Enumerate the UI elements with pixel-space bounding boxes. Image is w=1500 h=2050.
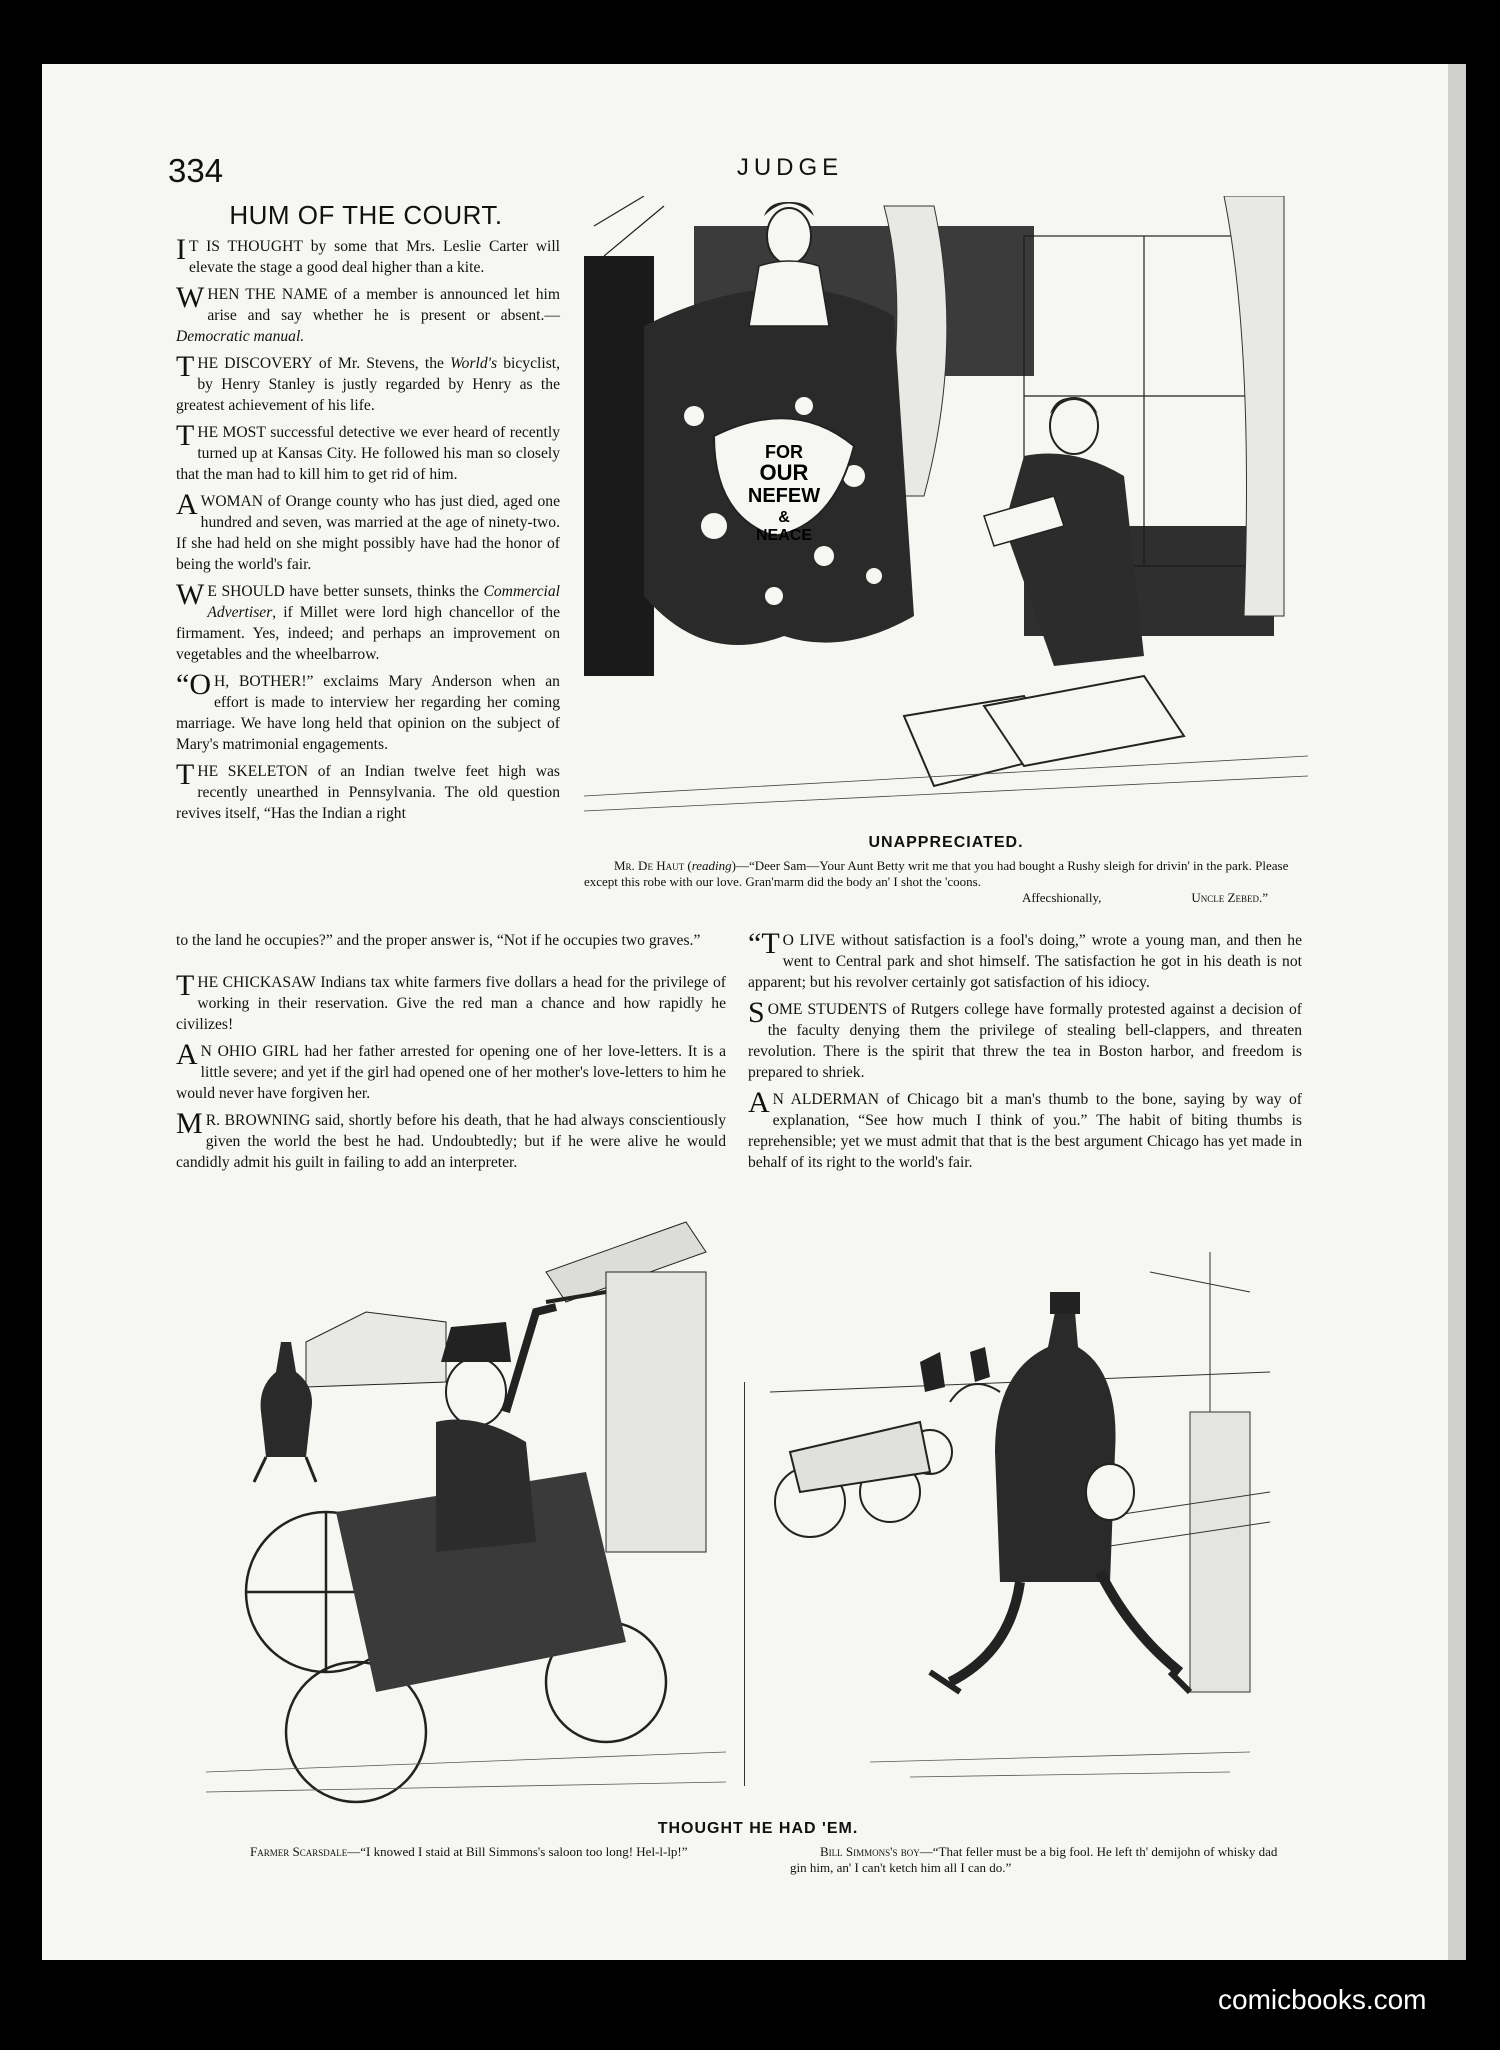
paragraph-text: of an Indian twelve feet high was recently unearthed in Pennsylvania. The old question revives itself, “Has the Indian a right	[176, 763, 560, 822]
left-cartoon-speaker: Farmer Scarsdale	[250, 1844, 348, 1859]
paragraph-text: of Rutgers college have formally protested against a decision of the faculty denying them the privilege of stealing bell-clappers, and threaten revolution. There is the spirit that threw the tea in Boston harbor, and freedom is prepared to shriek.	[748, 1001, 1302, 1081]
paragraph	[748, 927, 1302, 993]
italic-text: Democratic manual.	[176, 328, 305, 345]
paragraph	[176, 758, 560, 824]
cartoon-divider	[744, 1382, 745, 1786]
right-cartoon-caption	[790, 1844, 1290, 1876]
paragraph-text: of a member is announced let him arise and say whether he is present or absent.—	[207, 286, 560, 324]
top-cartoon-caption: Mr. De Haut (reading)—“Deer Sam—Your Aunt Betty writ me that you had bought a Rushy sleigh for drivin' in the park. Please except this robe with our love. Gran'marm did the body an' I shot the 'coons. Affecshionally, Uncle Zebed.”	[584, 858, 1289, 905]
top-cartoon-quote: —“Deer Sam—Your Aunt Betty writ me that you had bought a Rushy sleigh for drivin' in the park. Please except this robe with our love. Gran'marm did the body an' I shot the 'coons.	[584, 858, 1289, 889]
farmer-cartoon-illustration	[206, 1212, 726, 1812]
drop-cap: “T	[748, 927, 780, 960]
continuation-text: to the land he occupies?” and the proper answer is, “Not if he occupies two graves.”	[176, 932, 701, 949]
drop-cap: M	[176, 1107, 203, 1140]
lead-words: R. BROWNING	[205, 1112, 311, 1129]
paragraph-text: of Chicago bit a man's thumb to the bone, saying by way of explanation, “See how much I think of you.” The habit of biting thumbs is reprehensible; yet we must admit that that is the best argument Chicago has yet made in behalf of its right to the world's fair.	[748, 1091, 1302, 1171]
quilt-text-line-3: NEFEW	[747, 485, 821, 507]
quilt-text-line-2: OUR	[759, 460, 809, 485]
column-title: HUM OF THE COURT.	[229, 200, 503, 230]
paragraph	[176, 969, 726, 1035]
right-cartoon-speaker: Bill Simmons's boy	[820, 1844, 920, 1859]
watermark: comicbooks.com	[1218, 1984, 1427, 2015]
drop-cap: S	[748, 996, 765, 1029]
paragraph-text: , if Millet were lord high chancellor of the firmament. Yes, indeed; and perhaps an improvement on vegetables and the wheelbarrow.	[176, 604, 560, 663]
top-cartoon-title: UNAPPRECIATED.	[868, 834, 1024, 851]
paragraph	[176, 488, 560, 575]
lead-words: HE CHICKASAW	[197, 974, 316, 991]
paragraph-text: exclaims Mary Anderson when an effort is made to interview her regarding her coming marriage. We have long held that opinion on the subject of Mary's matrimonial engagements.	[176, 673, 560, 753]
lead-words: HE DISCOVERY	[197, 355, 313, 372]
paragraph	[176, 281, 560, 347]
bottom-right-column	[748, 927, 1302, 1179]
left-column	[176, 233, 561, 830]
drop-cap: T	[176, 419, 195, 452]
paragraph-text: said, shortly before his death, that he had always conscientiously given the world the best he had. Undoubtedly; but if he were alive he would candidly admit his guilt in failing to add an interpreter.	[176, 1112, 726, 1171]
paragraph	[748, 1086, 1302, 1173]
lead-words: H, BOTHER!”	[213, 673, 314, 690]
paragraph	[176, 578, 560, 665]
left-cartoon-quote: —“I knowed I staid at Bill Simmons's saloon too long! Hel-l-lp!”	[347, 1844, 688, 1859]
left-cartoon-caption	[220, 1844, 720, 1860]
lead-words: HEN THE NAME	[207, 286, 328, 303]
page-number: 334	[168, 152, 224, 189]
drop-cap: T	[176, 758, 195, 791]
drop-cap: I	[176, 233, 186, 266]
paragraph-text: Indians tax white farmers five dollars a head for the privilege of working in their reservation. Give the red man a chance and how rapidly he civilizes!	[176, 974, 726, 1033]
paragraph-text: by some that Mrs. Leslie Carter will elevate the stage a good deal higher than a kite.	[189, 238, 561, 276]
top-cartoon-signature: Uncle Zebed.”	[1191, 890, 1268, 905]
paragraph-text: had her father arrested for opening one of her love-letters. It is a little severe; and yet if the girl had opened one of her mother's love-letters to him he would never have forgiven her.	[176, 1043, 726, 1102]
lead-words: E SHOULD	[207, 583, 285, 600]
paragraph	[748, 996, 1302, 1083]
boy-cartoon-illustration	[770, 1252, 1270, 1792]
paragraph	[176, 668, 560, 755]
drop-cap: “O	[176, 668, 211, 701]
page-spine-edge	[1448, 64, 1466, 1960]
lead-words: HE MOST	[197, 424, 266, 441]
lead-words: T IS THOUGHT	[189, 238, 303, 255]
paragraph-text: of Orange county who has just died, aged one hundred and seven, was married at the age of ninety-two. If she had held on she might possibly have had the honor of being the world's fair.	[176, 493, 560, 573]
masthead: JUDGE	[736, 154, 844, 181]
top-cartoon-speaker: Mr. De Haut	[614, 858, 685, 873]
drop-cap: T	[176, 350, 195, 383]
paragraph	[176, 419, 560, 485]
drop-cap: A	[176, 1038, 198, 1071]
drop-cap: W	[176, 281, 205, 314]
lead-words: O LIVE	[782, 932, 836, 949]
italic-text: World's	[450, 355, 498, 372]
paragraph	[176, 1038, 726, 1104]
top-cartoon-signoff: Affecshionally,	[1021, 890, 1102, 905]
lead-words: N ALDERMAN	[772, 1091, 880, 1108]
bottom-cartoon-title: THOUGHT HE HAD 'EM.	[657, 1820, 859, 1837]
quilt-text-line-5: NEACE	[755, 527, 813, 544]
paragraph-text: of Mr. Stevens, the	[312, 355, 451, 372]
drop-cap: A	[748, 1086, 770, 1119]
drop-cap: A	[176, 488, 198, 521]
paragraph-text: have better sunsets, thinks the	[284, 583, 484, 600]
lead-words: HE SKELETON	[197, 763, 309, 780]
paragraph	[176, 1107, 726, 1173]
right-cartoon-quote: —“That feller must be a big fool. He left th' demijohn of whisky dad gin him, an' I can't ketch him all I can do.”	[790, 1844, 1278, 1875]
paragraph	[176, 350, 560, 416]
quilt-text-line-4: &	[778, 509, 790, 526]
paragraph-text: successful detective we ever heard of recently turned up at Kansas City. He followed his man so closely that the man had to kill him to get rid of him.	[176, 424, 560, 483]
paragraph-text: without satisfaction is a fool's doing,” wrote a young man, and then he went to Central park and shot himself. The satisfaction he got in his death is not apparent; but his revolver certainly got satisfaction of his idiocy.	[748, 932, 1302, 991]
drop-cap: W	[176, 578, 205, 611]
italic-text: Commercial Advertiser	[207, 583, 560, 621]
lead-words: OME STUDENTS	[767, 1001, 888, 1018]
lead-words: WOMAN	[200, 493, 264, 510]
top-cartoon-speaker-note: reading	[691, 858, 732, 873]
quilt-text-line-1: FOR	[765, 442, 803, 462]
bottom-left-column	[176, 969, 726, 1179]
lead-words: N OHIO GIRL	[200, 1043, 299, 1060]
unappreciated-illustration	[584, 196, 1308, 824]
paragraph	[176, 233, 561, 278]
drop-cap: T	[176, 969, 195, 1002]
paragraph-text: bicyclist, by Henry Stanley is justly regarded by Henry as the greatest achievement of his life.	[176, 355, 560, 414]
